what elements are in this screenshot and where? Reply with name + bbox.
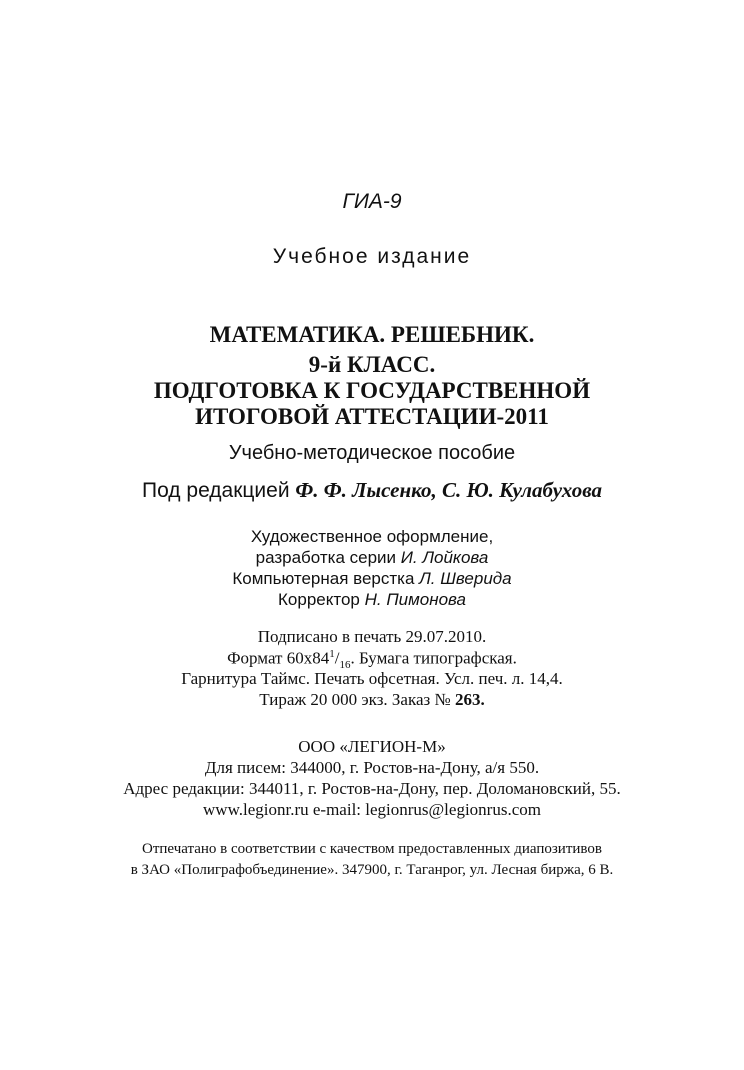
format-prefix: Формат 60х84 bbox=[227, 648, 330, 668]
typeface-info: Гарнитура Таймс. Печать офсетная. Усл. печ. л. 14,4. bbox=[181, 669, 563, 688]
format-sep: / bbox=[334, 648, 340, 668]
publisher-address: Адрес редакции: 344011, г. Ростов-на-Дону, пер. Доломановский, 55. bbox=[123, 779, 621, 798]
signed-date: Подписано в печать 29.07.2010. bbox=[257, 627, 487, 646]
printer-line-2: в ЗАО «Полиграфобъединение». 347900, г. Таганрог, ул. Лесная биржа, 6 В. bbox=[130, 862, 614, 878]
credit-series bbox=[0, 548, 744, 568]
credit-design: Художественное оформление, bbox=[250, 527, 494, 546]
series-name: ГИА-9 bbox=[342, 190, 402, 213]
credit-layout-name: Л. Шверида bbox=[419, 569, 512, 588]
credit-series-label: разработка серии bbox=[255, 548, 397, 567]
print-run bbox=[0, 690, 744, 710]
editors-names: Ф. Ф. Лысенко, С. Ю. Кулабухова bbox=[295, 478, 602, 502]
format-sup: 1 bbox=[329, 648, 335, 660]
credit-series-name: И. Лойкова bbox=[400, 548, 489, 567]
printer-line-1: Отпечатано в соответствии с качеством предоставленных диапозитивов bbox=[142, 841, 602, 857]
format-sub: 16 bbox=[339, 659, 351, 672]
credit-layout-label: Компьютерная верстка bbox=[232, 569, 415, 588]
title-line-1: МАТЕМАТИКА. РЕШЕБНИК. bbox=[209, 322, 535, 347]
credit-proof-name: Н. Пимонова bbox=[364, 590, 466, 609]
subtitle: Учебно-методическое пособие bbox=[228, 442, 516, 464]
format-suffix: . Бумага типографская. bbox=[350, 648, 517, 668]
editors-line bbox=[0, 478, 744, 503]
title-line-2: 9-й КЛАСС. bbox=[308, 352, 436, 377]
title-line-3: ПОДГОТОВКА К ГОСУДАРСТВЕННОЙ bbox=[153, 378, 591, 403]
credit-layout bbox=[0, 569, 744, 589]
title-line-4: ИТОГОВОЙ АТТЕСТАЦИИ-2011 bbox=[195, 404, 549, 429]
paper-format bbox=[0, 648, 744, 671]
editors-prefix: Под редакцией bbox=[141, 479, 290, 502]
publisher-mail: Для писем: 344000, г. Ростов-на-Дону, а/я 550. bbox=[204, 758, 540, 777]
publisher-name: ООО «ЛЕГИОН-М» bbox=[298, 737, 446, 756]
order-number: 263. bbox=[454, 690, 485, 709]
edition-type: Учебное издание bbox=[272, 245, 472, 268]
credit-proofreader bbox=[0, 590, 744, 610]
print-run-prefix: Тираж 20 000 экз. Заказ № bbox=[259, 690, 451, 709]
publisher-web: www.legionr.ru e-mail: legionrus@legionrus.com bbox=[203, 800, 541, 819]
credit-proof-label: Корректор bbox=[278, 590, 360, 609]
